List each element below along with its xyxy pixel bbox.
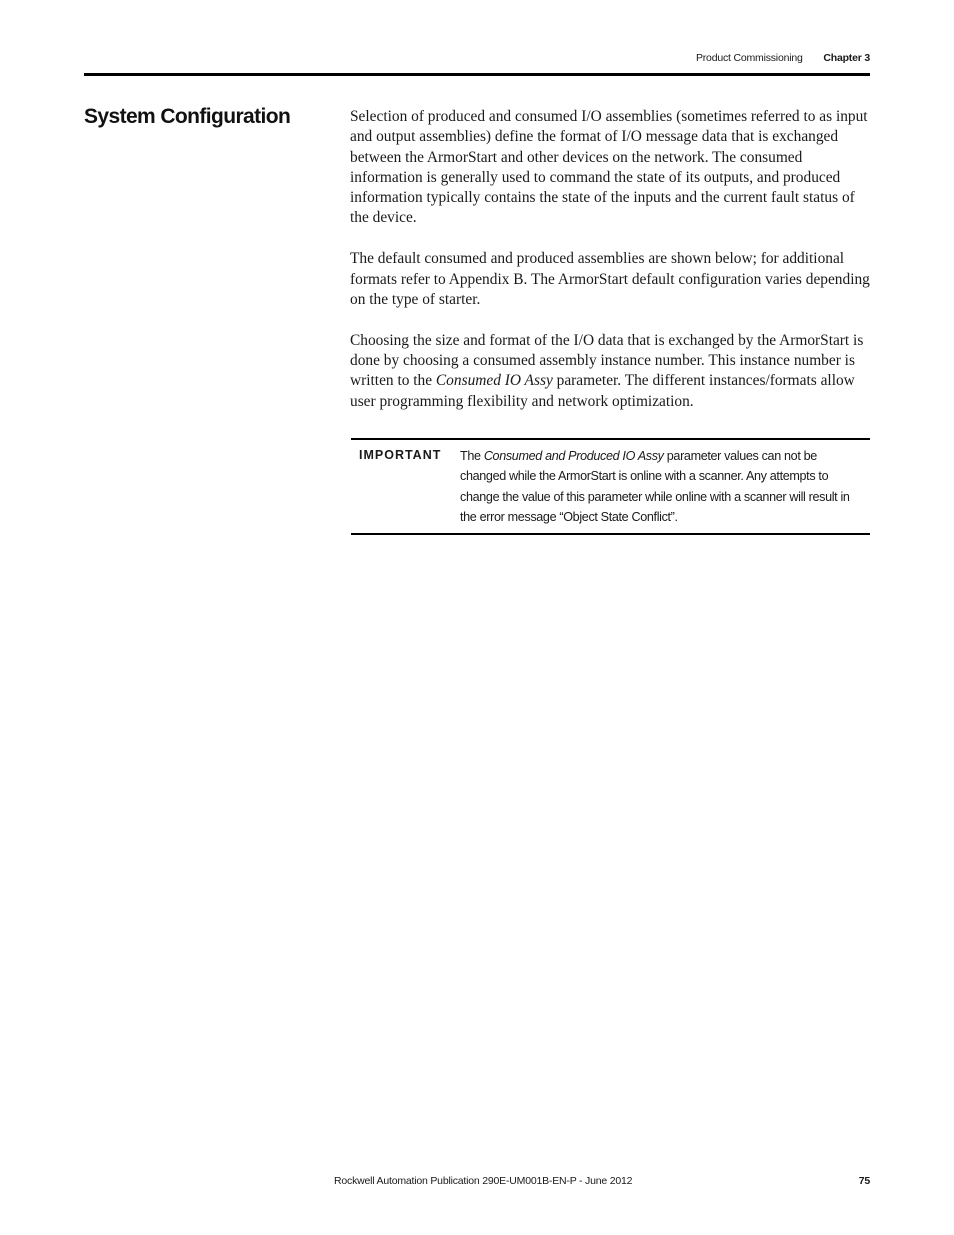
paragraph-3 <box>350 331 870 412</box>
paragraph-3-text: Choosing the size and format of the I/O data that is exchanged by the ArmorStart is done by choosing a consumed assembly instance number. This instance number is written to the <box>350 331 864 390</box>
paragraph-2: The default consumed and produced assemblies are shown below; for additional formats refer to Appendix B. The ArmorStart default configuration varies depending on the type of starter. <box>350 250 870 308</box>
running-header <box>696 52 870 64</box>
paragraph-3-text-end: parameter. The different instances/formats allow user programming flexibility and network optimization. <box>350 372 855 410</box>
important-note-box <box>351 438 870 535</box>
important-text <box>460 446 865 527</box>
header-section-title: Product Commissioning <box>695 52 803 64</box>
important-text-end: parameter values can not be changed while the ArmorStart is online with a scanner. Any attempts to change the value of this parameter while online with a scanner will result in the error message “Object State Conflict”. <box>460 449 850 524</box>
header-chapter-label: Chapter 3 <box>823 52 870 64</box>
important-label: IMPORTANT <box>359 448 442 462</box>
header-divider <box>84 73 870 76</box>
important-text-start: The <box>460 449 484 463</box>
section-heading: System Configuration <box>84 105 291 128</box>
page-number: 75 <box>858 1175 870 1187</box>
parameter-name-consumed-io-assy: Consumed IO Assy <box>435 372 553 390</box>
publication-id: Rockwell Automation Publication 290E-UM001B-EN-P - June 2012 <box>334 1175 633 1187</box>
paragraph-1: Selection of produced and consumed I/O assemblies (sometimes referred to as input and output assemblies) define the format of I/O message data that is exchanged between the ArmorStart and other devices on the network. The consumed information is generally used to command the state of its outputs, and produced information typically contains the state of the inputs and the current fault status of the device. <box>350 108 868 227</box>
body-text <box>350 107 870 432</box>
parameter-name-consumed-produced-io-assy: Consumed and Produced IO Assy <box>483 449 664 463</box>
